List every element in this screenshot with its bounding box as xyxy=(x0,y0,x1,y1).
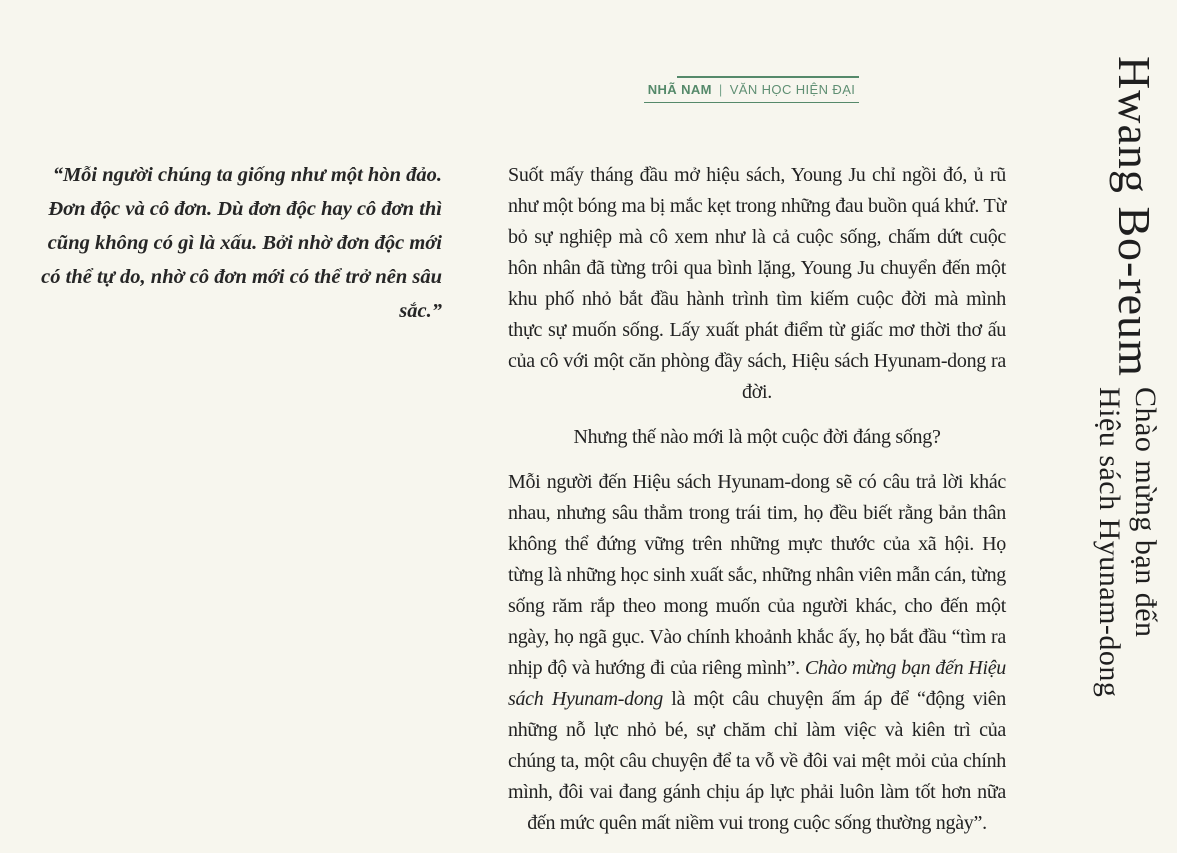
pull-quote: “Mỗi người chúng ta giống như một hòn đảo. Đơn độc và cô đơn. Dù đơn độc hay cô đơn thì cũng không có gì là xấu. Bởi nhờ đơn độc mới có thể tự do, nhờ cô đơn mới có thể trở nên sâu sắc.” xyxy=(41,164,442,322)
masthead-separator: | xyxy=(718,81,723,97)
masthead-text xyxy=(644,78,859,102)
synopsis-column xyxy=(508,160,1006,853)
synopsis-paragraph-1: Suốt mấy tháng đầu mở hiệu sách, Young Ju chỉ ngồi đó, ủ rũ như một bóng ma bị mắc kẹt trong những đau buồn quá khứ. Từ bỏ sự nghiệp mà cô xem như là cả cuộc sống, chấm dứt cuộc hôn nhân đã từng trôi qua bình lặng, Young Ju chuyển đến một khu phố nhỏ bắt đầu hành trình tìm kiếm cuộc đời mà mình thực sự muốn sống. Lấy xuất phát điểm từ giấc mơ thời thơ ấu của cô với một căn phòng đầy sách, Hiệu sách Hyunam-dong ra đời. xyxy=(508,164,1006,403)
synopsis-question: Nhưng thế nào mới là một cuộc đời đáng sống? xyxy=(573,426,941,448)
publisher-name: NHÃ NAM xyxy=(647,81,712,97)
publisher-masthead xyxy=(644,76,859,103)
series-name: VĂN HỌC HIỆN ĐẠI xyxy=(729,81,856,97)
spine-author-name: Hwang Bo-reum xyxy=(1109,56,1160,377)
spine-book-title xyxy=(1091,387,1163,697)
inline-book-title: Chào mừng bạn đến Hiệu sách Hyunam-dong xyxy=(508,657,1006,710)
synopsis-paragraph-2-text: Mỗi người đến Hiệu sách Hyunam-dong sẽ có câu trả lời khác nhau, nhưng sâu thẳm trong trái tim, họ đều biết rằng bản thân không thể đứng vững trên những mực thước của xã hội. Họ từng là những học sinh xuất sắc, những nhân viên mẫn cán, từng sống răm rắp theo mong muốn của người khác, cho đến một ngày, họ ngã gục. Vào chính khoảnh khắc ấy, họ bắt đầu “tìm ra nhịp độ và hướng đi của riêng mình”. xyxy=(508,471,1006,679)
spine-title-line-2: Hiệu sách Hyunam-dong xyxy=(1093,387,1126,698)
spine-title-line-1: Chào mừng bạn đến xyxy=(1129,387,1162,638)
synopsis-paragraph-2-continued: là một câu chuyện ấm áp để “động viên những nỗ lực nhỏ bé, sự chăm chỉ làm việc và kiên trì của chúng ta, một câu chuyện để ta vỗ về đôi vai mệt mỏi của chính mình, đôi vai đang gánh chịu áp lực phải luôn làm tốt hơn nữa đến mức quên mất niềm vui trong cuộc sống thường ngày”. xyxy=(508,688,1006,834)
synopsis-paragraph-2 xyxy=(508,467,1006,839)
